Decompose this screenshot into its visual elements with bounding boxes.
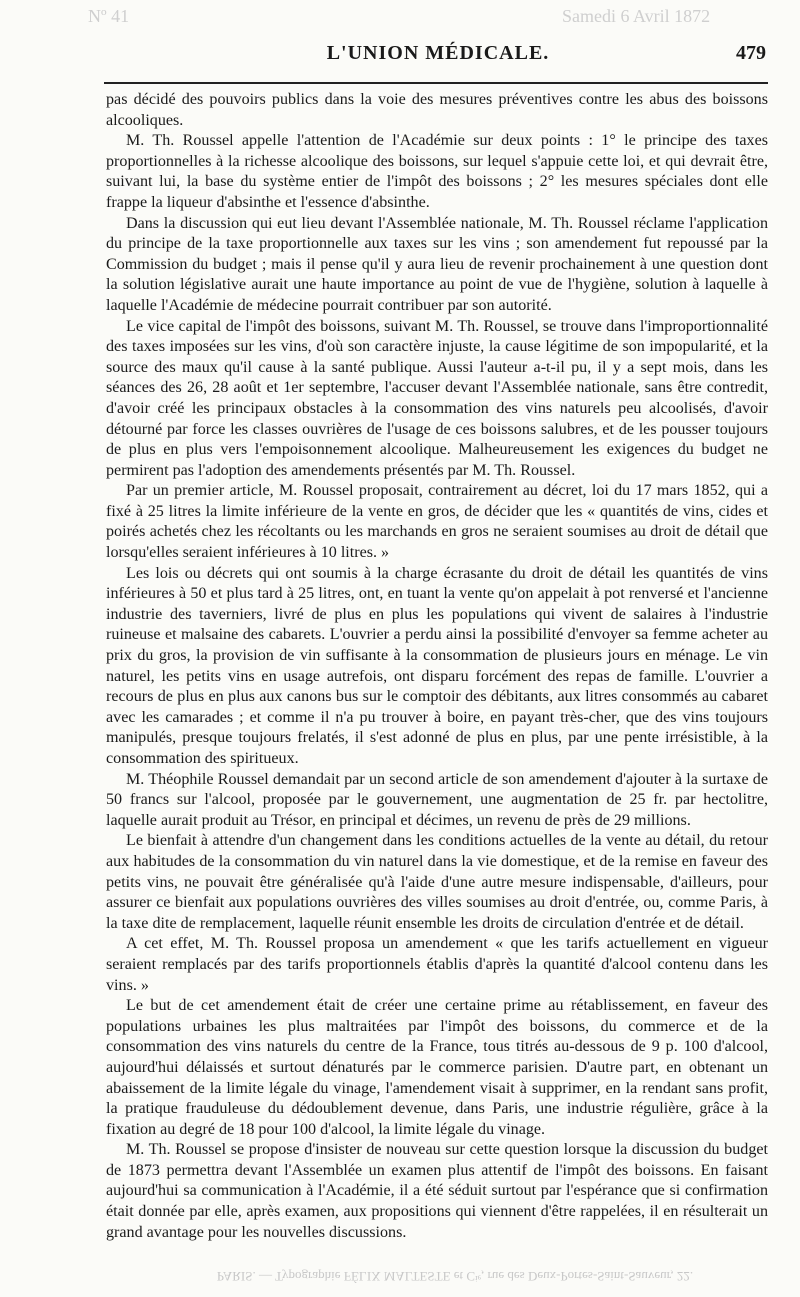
bleed-through-imprint: PARIS. — Typographie FÉLIX MALTESTE et Cⁱᵉ, rue des Deux-Portes-Saint-Sauveur, 22.	[216, 1269, 694, 1284]
page-header	[108, 38, 768, 70]
bleed-through-date: Samedi 6 Avril 1872	[562, 6, 711, 26]
article-body	[106, 90, 768, 1243]
header-rule	[104, 82, 768, 84]
paragraph: Le vice capital de l'impôt des boissons, suivant M. Th. Roussel, se trouve dans l'improportionnalité des taxes imposées sur les vins, d'où son caractère injuste, la cause légitime de son impopularité, et la source des maux qu'il cause à la santé publique. Aussi l'auteur a-t-il pu, il y a sept mois, dans les séances des 26, 28 août et 1er septembre, l'accuser devant l'Assemblée nationale, sans être contredit, d'avoir créé les principaux obstacles à la consommation des vins naturels peu alcoolisés, d'avoir détourné par force les classes ouvrières de l'usage de ces boissons salubres, et de les pousser toujours de plus en plus vers l'empoisonnement alcoolique. Malheureusement les exigences du budget ne permirent pas l'adoption des amendements présentés par M. Th. Roussel.	[106, 317, 768, 479]
paragraph: Le bienfait à attendre d'un changement dans les conditions actuelles de la vente au détail, du retour aux habitudes de la consommation du vin naturel dans la vie domestique, et de la remise en faveur des petits vins, ne pouvait être généralisée qu'à l'aide d'une autre mesure indispensable, d'ailleurs, pour assurer ce bienfait aux populations ouvrières des villes soumises au droit d'entrée, ou, comme Paris, à la taxe dite de remplacement, laquelle réunit ensemble les droits de circulation d'entrée et de détail.	[106, 832, 768, 932]
paragraph: A cet effet, M. Th. Roussel proposa un amendement « que les tarifs actuellement en vigueur seraient remplacés par des tarifs proportionnels établis d'après la quantité d'alcool contenu dans les vins. »	[106, 935, 768, 994]
paragraph: Dans la discussion qui eut lieu devant l'Assemblée nationale, M. Th. Roussel réclame l'application du principe de la taxe proportionnelle aux taxes sur les vins ; son amendement fut repoussé par la Commission du budget ; mais il pense qu'il y aura lieu de revenir prochainement à une question dont la solution législative aurait une haute importance au point de vue de l'hygiène, solution à laquelle à laquelle l'Académie de médecine pourrait contribuer par son autorité.	[106, 214, 768, 314]
running-title: L'UNION MÉDICALE.	[326, 42, 550, 64]
paragraph: M. Th. Roussel se propose d'insister de nouveau sur cette question lorsque la discussion du budget de 1873 permettra devant l'Assemblée un examen plus attentif de l'impôt des boissons. En faisant aujourd'hui sa communication à l'Académie, il a été séduit surtout par l'espérance que si confirmation était donnée par elle, après examen, aux propositions qui viennent d'être rappelées, il en résulterait un grand avantage pour les nouvelles discussions.	[106, 1141, 768, 1241]
paragraph: Par un premier article, M. Roussel proposait, contrairement au décret, loi du 17 mars 1852, qui a fixé à 25 litres la limite inférieure de la vente en gros, de décider que les « quantités de vins, cides et poirés achetés chez les récoltants ou les marchands en gros ne seraient soumises au droit de détail que lorsqu'elles seraient inférieures à 10 litres. »	[106, 482, 768, 562]
page-number: 479	[736, 42, 766, 64]
paragraph: pas décidé des pouvoirs publics dans la voie des mesures préventives contre les abus des boissons alcooliques.	[106, 91, 768, 129]
bleed-through-issue-number: Nº 41	[88, 6, 130, 26]
paragraph: Les lois ou décrets qui ont soumis à la charge écrasante du droit de détail les quantités de vins inférieures à 50 et plus tard à 25 litres, ont, en tuant la vente qu'on appelait à pot renversé et l'ancienne industrie des taverniers, livré de plus en plus les populations qui vivent de salaires à l'industrie ruineuse et malsaine des cabarets. L'ouvrier a perdu ainsi la possibilité d'envoyer sa femme acheter au prix du gros, la provision de vin suffisante à la consommation de plusieurs jours en ménage. Le vin naturel, les petits vins en usage autrefois, ont disparu forcément des repas de famille. L'ouvrier a recours de plus en plus aux canons bus sur le comptoir des débitants, aux litres consommés au cabaret avec les camarades ; et comme il n'a pu trouver à boire, en payant très-cher, que des vins toujours manipulés, presque toujours frelatés, il s'est adonné de plus en plus, par une pente irrésistible, à la consommation des spiritueux.	[106, 564, 768, 767]
paragraph: M. Théophile Roussel demandait par un second article de son amendement d'ajouter à la surtaxe de 50 francs sur l'alcool, proposée par le gouvernement, une augmentation de 25 fr. par hectolitre, laquelle aurait produit au Trésor, en principal et décimes, un revenu de près de 29 millions.	[106, 770, 768, 829]
paragraph: M. Th. Roussel appelle l'attention de l'Académie sur deux points : 1° le principe des taxes proportionnelles à la richesse alcoolique des boissons, sur lequel s'appuie cette loi, et qui devrait être, suivant lui, la base du système entier de l'impôt des boissons ; 2° les mesures spéciales dont elle frappe la liqueur d'absinthe et l'essence d'absinthe.	[106, 132, 768, 211]
paragraph: Le but de cet amendement était de créer une certaine prime au rétablissement, en faveur des populations urbaines les plus maltraitées par l'impôt des boissons, du commerce et de la consommation des vins naturels du centre de la France, tous titrés au-dessous de 9 p. 100 d'alcool, aujourd'hui délaissés et surtout dénaturés par le commerce parisien. D'autre part, en obtenant un abaissement de la limite légale du vinage, l'amendement visait à supprimer, en la rendant sans profit, la pratique frauduleuse du dédoublement devenue, dans Paris, une industrie régulière, grâce à la fixation au degré de 18 pour 100 d'alcool, la limite légale du vinage.	[106, 997, 768, 1138]
